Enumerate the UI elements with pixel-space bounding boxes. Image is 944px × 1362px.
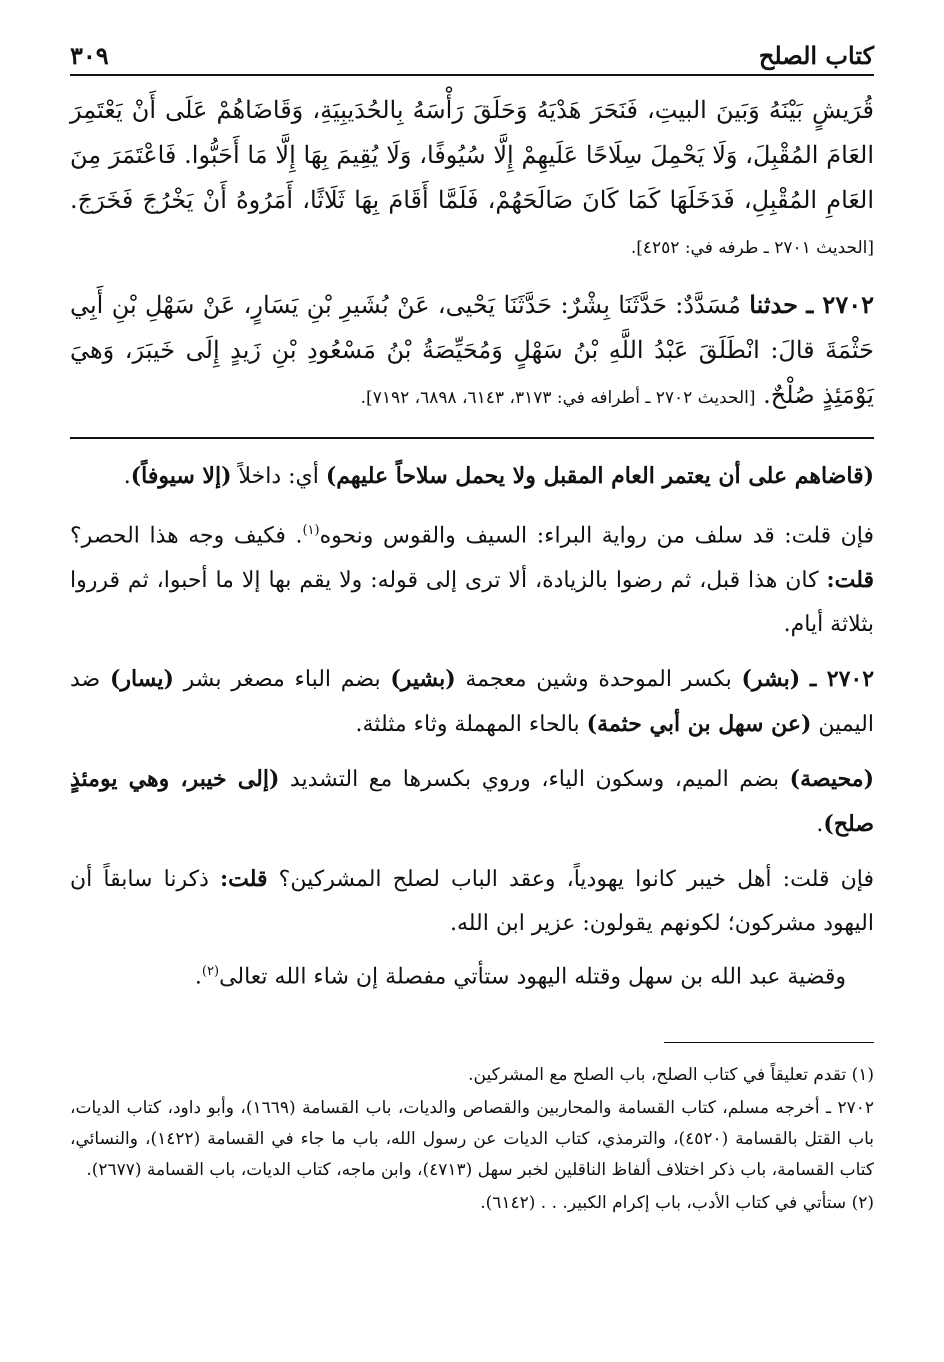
bold-phrase: (قاضاهم على أن يعتمر العام المقبل ولا يحمل سلاحاً عليهم) — [325, 463, 874, 489]
commentary-para-2 — [70, 509, 874, 647]
text-span: . فكيف وجه هذا الحصر؟ — [70, 523, 303, 549]
hadith-number: ٢٧٠٢ ـ — [809, 666, 875, 693]
hadith-2701-ref: [الحديث ٢٧٠١ ـ طرفه في: ٤٢٥٢]. — [630, 238, 874, 258]
text-span: بكسر الموحدة وشين معجمة — [455, 667, 742, 693]
commentary-para-4 — [70, 757, 874, 847]
book-title: كتاب الصلح — [758, 41, 874, 70]
footnote-2: (٢) ستأتي في كتاب الأدب، باب إكرام الكبير. . . (٦١٤٢). — [480, 1193, 874, 1213]
hadith-2702-body: مُسَدَّدٌ: حَدَّثَنَا بِشْرٌ: حَدَّثَنَا يَحْيى، عَنْ بُشَيرِ بْنِ يَسَارٍ، عَنْ سَهْلِ بْنِ أَبِي حَثْمَةَ قالَ: انْطَلَقَ عَبْدُ اللَّهِ بْنُ سَهْلٍ وَمُحَيِّصَةُ بْنُ مَسْعُودِ بْنِ زَيدٍ إِلَى خَيبَرَ، وَهيَ يَوْمَئِذٍ صُلْحٌ. — [70, 291, 874, 409]
footnotes — [70, 1060, 874, 1221]
bold-phrase: (إلى خيبر، وهي يومئذٍ صلح) — [70, 766, 874, 838]
text-span: أي: داخلاً — [231, 464, 326, 489]
footnote-1: (١) تقدم تعليقاً في كتاب الصلح، باب الصلح مع المشركين. — [468, 1065, 874, 1085]
commentary-para-5 — [70, 857, 874, 946]
commentary-para-3 — [70, 657, 874, 747]
bold-phrase: قلت: — [826, 567, 874, 594]
footnote-marker: (٢) — [201, 964, 220, 980]
text-span: بالحاء المهملة وثاء مثلثة. — [355, 712, 587, 738]
text-span: ذكرنا سابقاً أن اليهود مشركون؛ لكونهم يقولون: عزير ابن الله. — [70, 867, 874, 937]
footnote-2702: ٢٧٠٢ ـ أخرجه مسلم، كتاب القسامة والمحاربين والقصاص والديات، باب القسامة (١٦٦٩)، وأبو داود، كتاب الديات، باب القتل بالقسامة (٤٥٢٠)، والترمذي، كتاب الديات عن رسول الله، باب ما جاء في القسامة (١٤٢٢)، والنسائي، كتاب القسامة، باب ذكر اختلاف ألفاظ الناقلين لخبر سهل (٤٧١٣)، وابن ماجه، كتاب الديات، باب القسامة (٢٦٧٧). — [70, 1098, 874, 1180]
page-number: ٣٠٩ — [70, 41, 109, 70]
bold-phrase: (عن سهل بن أبي حثمة) — [586, 711, 812, 738]
text-span: وقضية عبد الله بن سهل وقتله اليهود ستأتي مفصلة إن شاء الله تعالى — [219, 964, 846, 990]
footnote-marker: (١) — [302, 523, 320, 538]
hadith-2702-text — [70, 282, 874, 421]
bold-phrase: (محيصة) — [789, 766, 874, 793]
bold-phrase: قلت: — [220, 866, 268, 893]
commentary-para-1 — [70, 454, 874, 499]
commentary-para-6 — [70, 950, 874, 999]
bold-phrase: (بشير) — [390, 666, 456, 693]
text-span: فإن قلت: أهل خيبر كانوا يهودياً، وعقد الباب لصلح المشركين؟ — [267, 867, 875, 893]
hadith-2702-intro: حدثنا — [749, 290, 798, 319]
page-header — [70, 30, 874, 76]
text-span: بضم الباء مصغر بشر — [173, 667, 391, 693]
hadith-2702-number: ٢٧٠٢ ـ — [806, 290, 874, 319]
hadith-2701-body: قُرَيشٍ بَيْنَهُ وَبَينَ البيتِ، فَنَحَرَ هَدْيَهُ وَحَلَقَ رَأْسَهُ بِالحُدَيبِيَةِ، وَقَاضَاهُمْ عَلَى أَنْ يَعْتَمِرَ العَامَ المُقْبِلَ، وَلَا يَحْمِلَ سِلَاحًا عَلَيهِمْ إِلَّا سُيُوفًا، وَلَا يُقِيمَ بِهَا إِلَّا مَا أَحَبُّوا. فَاعْتَمَرَ مِنَ العَامِ المُقْبِلِ، فَدَخَلَهَا كَمَا كَانَ صَالَحَهُمْ، فَلَمَّا أَقَامَ بِهَا ثَلَاثًا، أَمَرُوهُ أَنْ يَخْرُجَ فَخَرَجَ. — [70, 96, 874, 214]
hadith-2701-text — [70, 88, 874, 271]
bold-phrase: (يسار) — [109, 666, 174, 693]
hadith-2702-ref: [الحديث ٢٧٠٢ ـ أطرافه في: ٣١٧٣، ٦١٤٣، ٦٨٩٨، ٧١٩٢]. — [360, 388, 756, 408]
footnote-divider — [664, 1042, 874, 1043]
text-span: . — [123, 464, 131, 489]
bold-phrase: (إلا سيوفاً) — [130, 463, 232, 489]
text-span: فإن قلت: قد سلف من رواية البراء: السيف والقوس ونحوه — [319, 523, 875, 549]
text-span: ضد اليمين — [70, 667, 874, 738]
bold-phrase: (بشر) — [741, 666, 801, 693]
commentary — [70, 454, 874, 1000]
text-span: . — [194, 964, 202, 990]
text-span: كان هذا قبل، ثم رضوا بالزيادة، ألا ترى إلى قوله: ولا يقم بها إلا ما أحبوا، ثم قرروا بثلاثة أيام. — [70, 568, 874, 638]
text-span: . — [816, 812, 824, 838]
section-divider — [70, 437, 874, 439]
text-span: بضم الميم، وسكون الياء، وروي بكسرها مع التشديد — [279, 767, 790, 793]
